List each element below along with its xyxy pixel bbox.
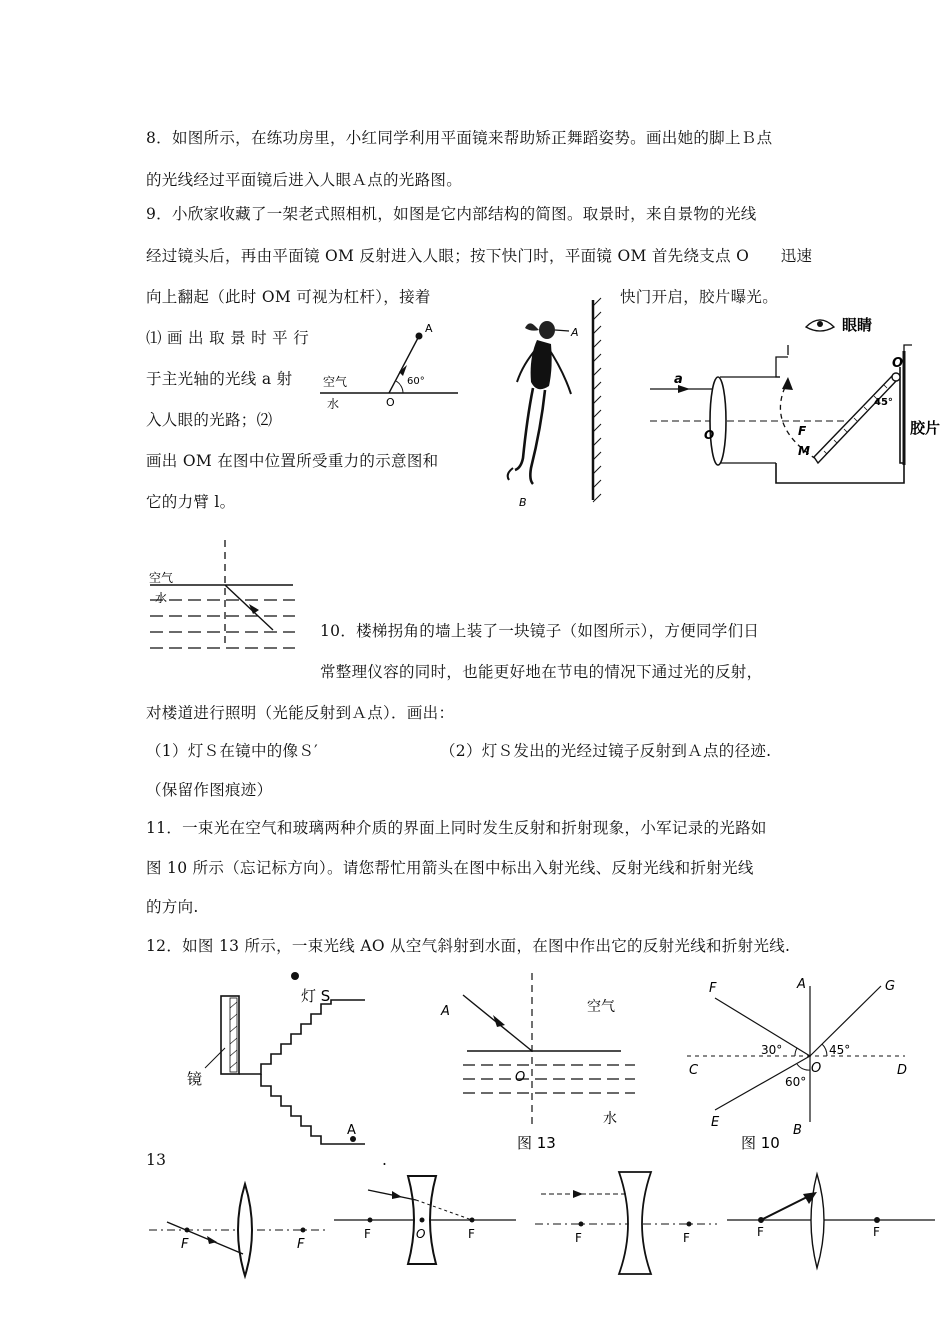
- mirror-om: [814, 375, 898, 463]
- arc-45: [822, 1044, 827, 1056]
- label-f-left: F: [181, 1237, 189, 1252]
- label-o: O: [515, 1070, 526, 1085]
- q10-line2: 常整理仪容的同时，也能更好地在节电的情况下通过光的反射，: [320, 663, 763, 681]
- figure-13: [435, 965, 635, 1155]
- camera-figure: [648, 305, 948, 485]
- label-f-left: F: [575, 1231, 582, 1245]
- label-f-right: F: [297, 1237, 305, 1252]
- label-f: F: [798, 424, 807, 438]
- label-o: O: [811, 1061, 822, 1076]
- label-b: B: [793, 1123, 802, 1138]
- focus-left-dot: [579, 1222, 584, 1227]
- q9-sub1c: 入人眼的光路；⑵: [146, 411, 273, 429]
- ray-from-f: [761, 1194, 813, 1220]
- q9-line2: 经过镜头后，再由平面镜 OM 反射进入人眼；按下快门时，平面镜 OM 首先绕支点 O 迅速: [146, 247, 813, 265]
- label-lens-o: O: [704, 428, 715, 442]
- caption: 图 10: [741, 1134, 780, 1152]
- label-60: 60°: [785, 1075, 807, 1089]
- q9-line1: 9．小欣家收藏了一架老式照相机，如图是它内部结构的简图。取景时，来自景物的光线: [146, 205, 757, 223]
- label-d: D: [897, 1063, 908, 1078]
- label-f-right: F: [873, 1225, 880, 1239]
- q9-sub2b: 它的力臂 l。: [146, 493, 236, 511]
- stairs-figure: [185, 968, 385, 1153]
- mirror-glass: [230, 998, 237, 1072]
- label-f: F: [709, 981, 717, 996]
- q11-line3: 的方向.: [146, 898, 199, 916]
- label-a: A: [797, 977, 806, 992]
- q10-note: （保留作图痕迹）: [146, 781, 273, 799]
- refraction-small-figure: [315, 320, 465, 410]
- q9-line3b: 快门开启，胶片曝光。: [620, 288, 779, 306]
- label-c: C: [689, 1063, 699, 1078]
- label-a: A: [571, 326, 579, 339]
- q10-line1: 10．楼梯拐角的墙上装了一块镜子（如图所示），方便同学们日: [320, 622, 760, 640]
- label-30: 30°: [761, 1043, 783, 1057]
- label-a: A: [347, 1123, 356, 1138]
- q9-line3a: 向上翻起（此时 OM 可视为杠杆），接着: [146, 288, 431, 306]
- label-ray-a: a: [674, 372, 683, 387]
- angle-arc: [396, 381, 403, 393]
- flip-arc-arrow: [782, 377, 793, 390]
- label-m: M: [798, 444, 810, 458]
- center-o-dot: [420, 1218, 425, 1223]
- label-lamp: 灯 S: [301, 987, 331, 1005]
- incident-ray: [167, 1222, 243, 1254]
- upper-stairs: [239, 1000, 365, 1074]
- concave-lens: [619, 1172, 651, 1274]
- lens-figure-3: [533, 1168, 723, 1278]
- q11-line1: 11．一束光在空气和玻璃两种介质的界面上同时发生反射和折射现象，小军记录的光路如: [146, 819, 767, 837]
- label-air: 空气: [149, 571, 174, 585]
- label-o: O: [386, 396, 395, 409]
- label-angle: 60°: [407, 376, 425, 387]
- refracted-ray: [225, 585, 273, 630]
- dancer-mirror-figure: [475, 298, 605, 518]
- focus-left-dot: [368, 1218, 373, 1223]
- label-f-right: F: [683, 1231, 690, 1245]
- label-o: O: [892, 356, 904, 371]
- lamp-dot: [291, 972, 299, 980]
- q10-part1: （1）灯Ｓ在镜中的像Ｓ′: [146, 742, 318, 760]
- q9-sub1a: ⑴ 画 出 取 景 时 平 行: [146, 329, 309, 347]
- label-45: 45°: [829, 1043, 851, 1057]
- label-air: 空气: [587, 999, 615, 1015]
- q9-sub1b: 于主光轴的光线 a 射: [146, 370, 293, 388]
- pivot-o: [892, 373, 900, 381]
- label-g: G: [885, 979, 896, 994]
- label-air: 空气: [323, 375, 348, 389]
- q8-line2: 的光线经过平面镜后进入人眼Ａ点的光路图。: [146, 171, 463, 189]
- label-water: 水: [155, 591, 168, 605]
- lens-figure-1: [145, 1180, 335, 1280]
- point-a-dot: [416, 333, 423, 340]
- q10-line3: 对楼道进行照明（光能反射到Ａ点）．画出：: [146, 704, 455, 722]
- dancer-silhouette: [508, 321, 571, 484]
- focus-right-dot: [301, 1228, 306, 1233]
- label-film: 胶片: [910, 419, 941, 437]
- label-f-right: F: [468, 1227, 475, 1241]
- label-a: A: [441, 1004, 450, 1019]
- label-b: B: [519, 496, 527, 509]
- water-small-figure: [145, 540, 305, 655]
- arc-60: [797, 1064, 810, 1070]
- label-eye: 眼睛: [842, 316, 873, 334]
- q13-number: 13: [146, 1151, 167, 1169]
- q12-line1: 12．如图 13 所示，一束光线 AO 从空气斜射到水面，在图中作出它的反射光线和折射光线.: [146, 937, 791, 955]
- lens: [710, 377, 726, 465]
- q8-line1: 8．如图所示，在练功房里，小红同学利用平面镜来帮助矫正舞蹈姿势。画出她的脚上Ｂ点: [146, 129, 773, 147]
- arc-30: [795, 1048, 797, 1056]
- label-f-left: F: [757, 1225, 764, 1239]
- label-e: E: [711, 1115, 720, 1130]
- figure-10: [685, 960, 925, 1150]
- label-water: 水: [603, 1111, 617, 1127]
- label-mirror: 镜: [187, 1070, 203, 1088]
- ray-arrow: [573, 1190, 583, 1198]
- water-dashes: [463, 1065, 635, 1093]
- focus-right-dot: [874, 1217, 880, 1223]
- water-dashes: [150, 600, 295, 648]
- convex-lens: [238, 1184, 252, 1276]
- label-o: O: [416, 1227, 426, 1241]
- label-water: 水: [327, 397, 340, 411]
- q11-line2: 图 10 所示（忘记标方向）。请您帮忙用箭头在图中标出入射光线、反射光线和折射光线: [146, 859, 754, 877]
- label-f-left: F: [364, 1227, 371, 1241]
- ray-arrow: [392, 1191, 402, 1199]
- q10-part2: （2）灯Ｓ发出的光经过镜子反射到Ａ点的径迹.: [440, 742, 772, 760]
- label-a: A: [425, 322, 433, 335]
- q13-dot: .: [382, 1151, 388, 1169]
- caption: 图 13: [517, 1134, 556, 1152]
- convex-lens: [811, 1174, 824, 1268]
- label-angle: 45°: [874, 397, 893, 408]
- focus-right-dot: [687, 1222, 692, 1227]
- lens-figure-4: [725, 1172, 940, 1272]
- q9-sub2a: 画出 OM 在图中位置所受重力的示意图和: [146, 452, 439, 470]
- lens-figure-2: [332, 1172, 522, 1272]
